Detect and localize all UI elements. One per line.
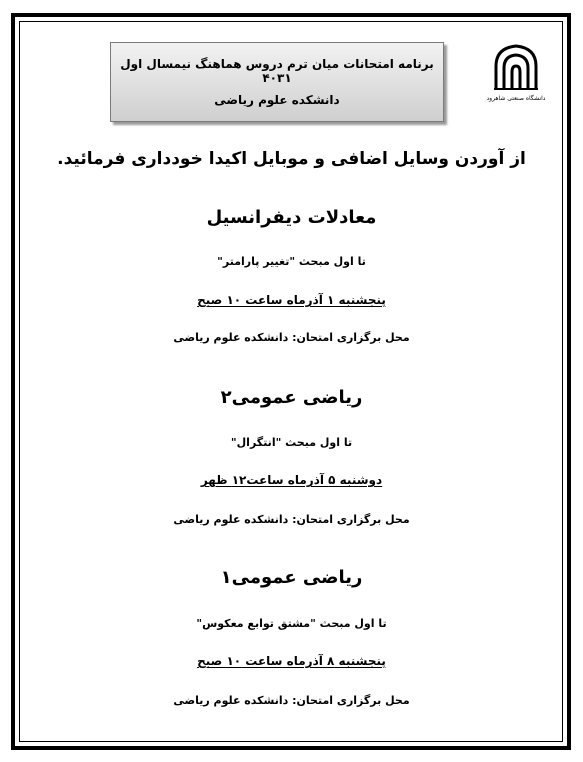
header-faculty: دانشکده علوم ریاضی xyxy=(214,93,340,107)
exam-1-datetime: پنجشنبه ۱ آذرماه ساعت ۱۰ صبح xyxy=(197,293,386,307)
university-logo-icon xyxy=(486,40,546,110)
exam-3-course: ریاضی عمومی۱ xyxy=(220,567,363,588)
exam-2-datetime: دوشنبه ۵ آذرماه ساعت۱۲ ظهر xyxy=(200,473,383,487)
page-border-inner xyxy=(19,21,563,742)
warning-text: از آوردن وسایل اضافی و موبایل اکیدا خودداری فرمائید. xyxy=(57,149,526,169)
exam-3-venue: محل برگزاری امتحان: دانشکده علوم ریاضی xyxy=(173,694,410,707)
exam-2-topic: تا اول مبحث "انتگرال" xyxy=(230,436,353,449)
header-banner xyxy=(110,42,444,122)
exam-1-venue: محل برگزاری امتحان: دانشکده علوم ریاضی xyxy=(173,331,410,344)
exam-1-topic: تا اول مبحث "تغییر پارامتر" xyxy=(217,255,366,268)
exam-3-datetime: پنجشنبه ۸ آذرماه ساعت ۱۰ صبح xyxy=(197,654,386,668)
exam-2-course: ریاضی عمومی۲ xyxy=(220,387,363,408)
header-title: برنامه امتحانات میان ترم دروس هماهنگ نیمسال اول ۴۰۳۱ xyxy=(120,57,434,85)
exam-1-course: معادلات دیفرانسیل xyxy=(206,207,377,228)
exam-2-venue: محل برگزاری امتحان: دانشکده علوم ریاضی xyxy=(173,513,410,526)
exam-3-topic: تا اول مبحث "مشتق توابع معکوس" xyxy=(196,617,387,630)
logo-caption: دانشگاه صنعتی شاهرود xyxy=(486,95,546,102)
